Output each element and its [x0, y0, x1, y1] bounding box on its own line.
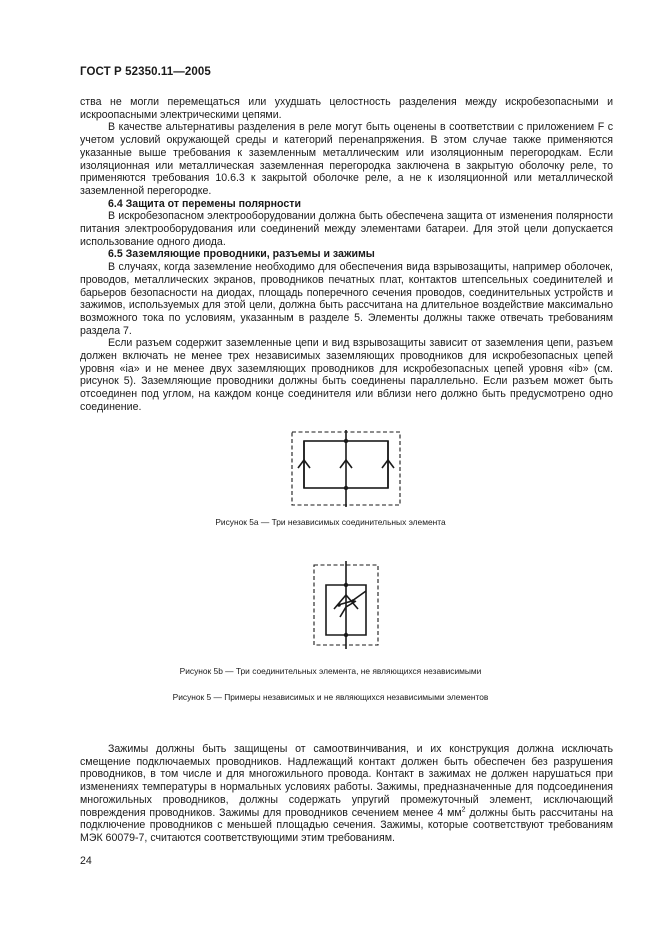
section-6-5-paragraph-2: Если разъем содержит заземленные цепи и вид взрывозащиты зависит от заземления цепи, разъем должен включать не менее трех независимых заземляющих проводников для искробезопасных цепей уровня «ia» и не менее двух заземляющих проводников для искробезопасных цепей уровня «ib» (см. рисунок 5). Заземляющие проводники должны быть соединены параллельно. Если разъем может быть отсоединен под углом, на каждом конце соединителя или вблизи него должно быть предусмотрено одно соединение.	[80, 337, 613, 413]
page-number: 24	[80, 855, 92, 867]
top-text	[80, 96, 613, 414]
clamps-paragraph	[80, 743, 613, 845]
figure-5a-diagram	[290, 430, 402, 507]
section-6-4-heading: 6.4 Защита от перемены полярности	[108, 197, 301, 210]
bottom-text	[80, 743, 613, 845]
clamps-superscript: 2	[461, 805, 466, 813]
figure-5a-caption: Рисунок 5а — Три независимых соединительных элемента	[215, 517, 446, 527]
clamps-text-part-1: Зажимы должны быть защищены от самоотвинчивания, и их конструкция должна исключать смещение подключаемых проводников. Надлежащий контакт должен быть обеспечен без разрушения проводников, в том числе и для многожильного провода. Контакт в зажимах не должен нарушаться при изменениях температуры в нормальных условиях работы. Зажимы, предназначенные для подсоединения многожильных проводников, должны содержать упругий промежуточный элемент, исключающий повреждения проводников. Зажимы для проводников сечением менее 4 мм	[80, 743, 613, 819]
figure-5b-diagram	[312, 561, 380, 649]
clamps-text-part-2: должны быть рассчитаны на подключение проводников с меньшей площадью сечения. Зажимы, которые соответствуют требованиям МЭК 60079-7, считаются соответствующими этим требованиям.	[80, 806, 613, 844]
section-6-5-heading: 6.5 Заземляющие проводники, разъемы и зажимы	[108, 248, 375, 261]
page-header: ГОСТ Р 52350.11—2005	[80, 66, 211, 78]
section-6-4-text: В искробезопасном электрооборудовании должна быть обеспечена защита от изменения полярности питания электрооборудования или соединений между элементами батареи. Для этой цели допускается использование одного диода.	[80, 210, 613, 248]
figure-5b-caption: Рисунок 5b — Три соединительных элемента, не являющихся независимыми	[179, 666, 482, 676]
paragraph-continuation: ства не могли перемещаться или ухудшать целостность разделения между искробезопасными и искроопасными электрическими цепями.	[80, 96, 613, 121]
section-6-5-paragraph-1: В случаях, когда заземление необходимо для обеспечения вида взрывозащиты, например оболочек, проводов, металлических экранов, проводников печатных плат, контактов штепсельных соединителей и барьеров безопасности на диодах, площадь поперечного сечения проводов, соединительных устройств и зажимов, используемых для этой цели, должна быть рассчитана на длительное воздействие максимально возможного тока по условиям, указанным в разделе 5. Элементы должны также отвечать требованиям раздела 7.	[80, 261, 613, 337]
figure-5-caption: Рисунок 5 — Примеры независимых и не являющихся независимыми элементов	[172, 692, 489, 702]
paragraph-relay-alternative: В качестве альтернативы разделения в реле могут быть оценены в соответствии с приложением F с учетом условий окружающей среды и категорий перенапряжения. В этом случае также применяются указанные выше требования к заземленным металлическим или изоляционным перегородкам. Если изоляционная или металлическая заземленная перегородка заключена в закрытую оболочку реле, то применяются требования 10.6.3 к закрытой оболочке реле, а не к изоляционной или металлической заземленной перегородке.	[80, 121, 613, 197]
